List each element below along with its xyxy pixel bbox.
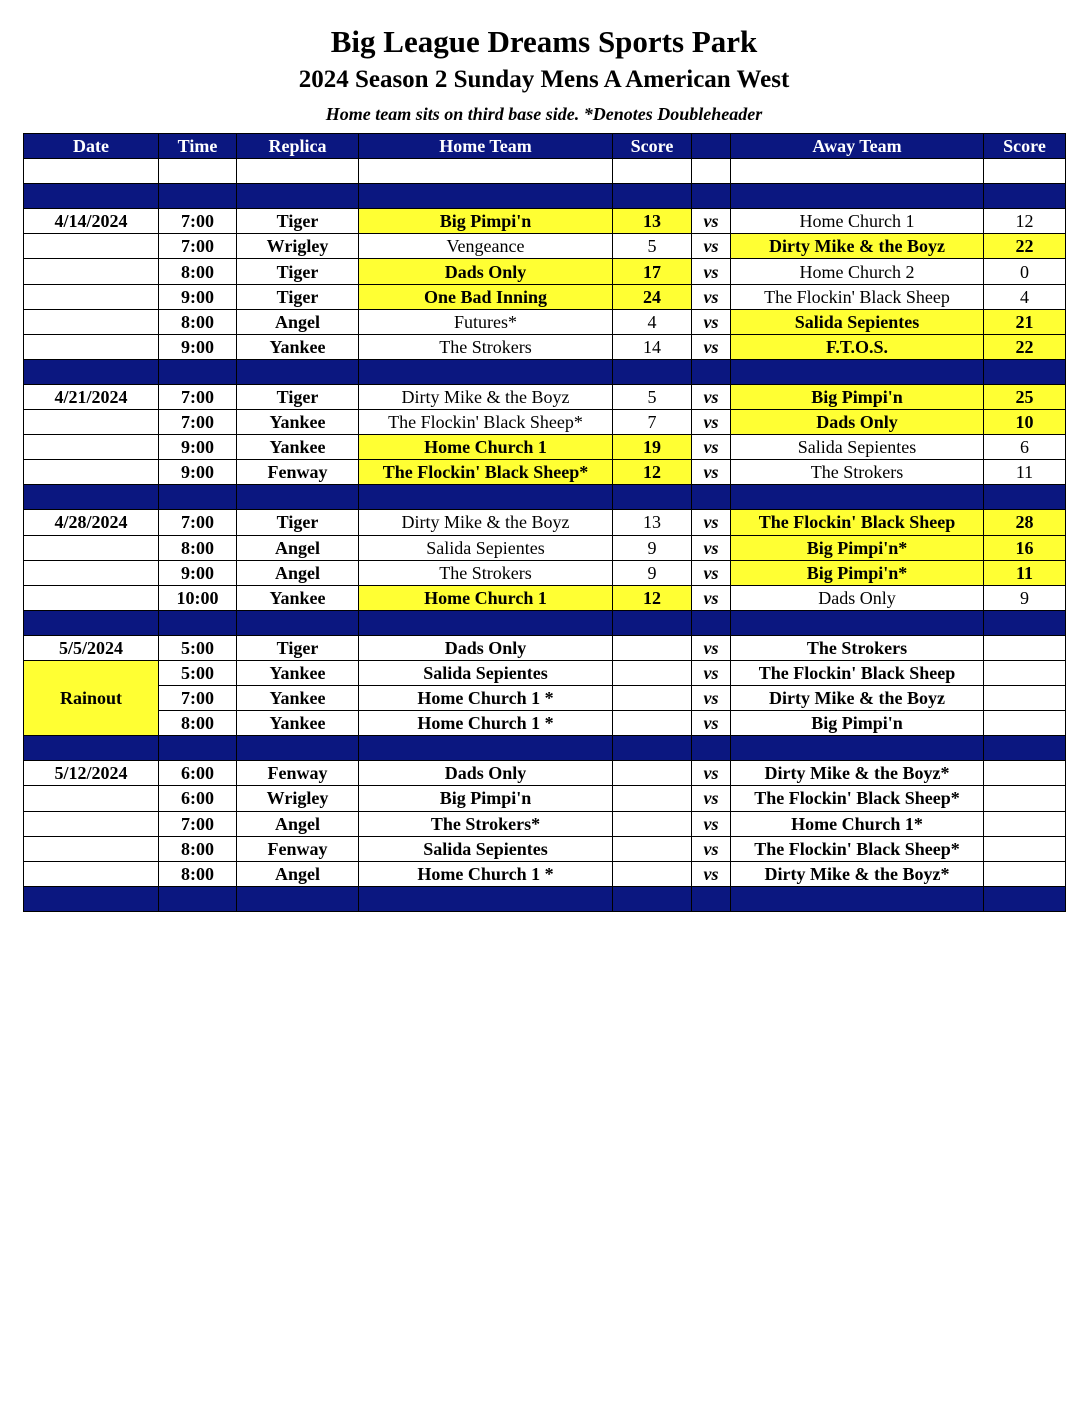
- week-date: 5/12/2024: [24, 761, 159, 786]
- away-team: The Strokers: [731, 460, 984, 485]
- home-team: Salida Sepientes: [359, 535, 613, 560]
- game-time: 10:00: [159, 585, 237, 610]
- date-cell: [24, 460, 159, 485]
- home-score: 12: [613, 460, 692, 485]
- away-team: The Strokers: [731, 635, 984, 660]
- replica-field: Angel: [237, 309, 359, 334]
- home-score: 5: [613, 384, 692, 409]
- replica-field: Wrigley: [237, 786, 359, 811]
- home-score: [613, 786, 692, 811]
- home-score: 17: [613, 259, 692, 284]
- date-cell: [24, 410, 159, 435]
- replica-field: Angel: [237, 535, 359, 560]
- schedule-body: [24, 159, 1066, 912]
- away-team: Home Church 1*: [731, 811, 984, 836]
- away-score: [984, 686, 1066, 711]
- home-team: Home Church 1: [359, 435, 613, 460]
- home-score: [613, 761, 692, 786]
- replica-field: Yankee: [237, 334, 359, 359]
- game-time: 8:00: [159, 836, 237, 861]
- date-cell: [24, 284, 159, 309]
- vs-label: vs: [692, 284, 731, 309]
- replica-field: Tiger: [237, 635, 359, 660]
- home-team: Dirty Mike & the Boyz: [359, 510, 613, 535]
- home-score: 14: [613, 334, 692, 359]
- home-score: 5: [613, 234, 692, 259]
- game-row: [24, 635, 1066, 660]
- vs-label: vs: [692, 761, 731, 786]
- col-header-vs: [692, 134, 731, 159]
- game-row: [24, 836, 1066, 861]
- vs-label: vs: [692, 510, 731, 535]
- vs-label: vs: [692, 635, 731, 660]
- home-score: [613, 836, 692, 861]
- schedule-table: [23, 133, 1066, 912]
- away-score: [984, 711, 1066, 736]
- home-team: Home Church 1 *: [359, 711, 613, 736]
- col-header-home-score: Score: [613, 134, 692, 159]
- game-time: 8:00: [159, 259, 237, 284]
- replica-field: Fenway: [237, 836, 359, 861]
- away-team: Big Pimpi'n*: [731, 560, 984, 585]
- vs-label: vs: [692, 384, 731, 409]
- col-header-time: Time: [159, 134, 237, 159]
- away-team: Home Church 1: [731, 209, 984, 234]
- col-header-away-score: Score: [984, 134, 1066, 159]
- home-team: The Strokers*: [359, 811, 613, 836]
- vs-label: vs: [692, 861, 731, 886]
- header-row: [24, 134, 1066, 159]
- home-score: 19: [613, 435, 692, 460]
- game-row: [24, 786, 1066, 811]
- week-date: 4/21/2024: [24, 384, 159, 409]
- game-time: 5:00: [159, 635, 237, 660]
- game-row: [24, 811, 1066, 836]
- date-cell: [24, 560, 159, 585]
- away-score: 11: [984, 560, 1066, 585]
- replica-field: Fenway: [237, 460, 359, 485]
- away-score: [984, 836, 1066, 861]
- away-team: Salida Sepientes: [731, 435, 984, 460]
- home-team: Salida Sepientes: [359, 660, 613, 685]
- week-separator: [24, 359, 1066, 384]
- date-cell: [24, 535, 159, 560]
- game-row: [24, 284, 1066, 309]
- game-row: [24, 510, 1066, 535]
- game-time: 9:00: [159, 460, 237, 485]
- away-score: 21: [984, 309, 1066, 334]
- away-team: Big Pimpi'n*: [731, 535, 984, 560]
- date-cell: [24, 259, 159, 284]
- home-score: 7: [613, 410, 692, 435]
- game-row: [24, 435, 1066, 460]
- replica-field: Yankee: [237, 711, 359, 736]
- home-score: [613, 861, 692, 886]
- col-header-home-team: Home Team: [359, 134, 613, 159]
- away-team: Dirty Mike & the Boyz*: [731, 861, 984, 886]
- vs-label: vs: [692, 259, 731, 284]
- home-score: [613, 635, 692, 660]
- away-team: The Flockin' Black Sheep: [731, 284, 984, 309]
- vs-label: vs: [692, 686, 731, 711]
- away-score: 25: [984, 384, 1066, 409]
- home-score: [613, 660, 692, 685]
- game-row: [24, 535, 1066, 560]
- game-row: [24, 209, 1066, 234]
- game-time: 7:00: [159, 209, 237, 234]
- replica-field: Angel: [237, 811, 359, 836]
- home-score: 9: [613, 535, 692, 560]
- home-score: [613, 711, 692, 736]
- vs-label: vs: [692, 660, 731, 685]
- home-team: Dads Only: [359, 259, 613, 284]
- home-team: The Strokers: [359, 560, 613, 585]
- away-team: F.T.O.S.: [731, 334, 984, 359]
- away-team: Salida Sepientes: [731, 309, 984, 334]
- replica-field: Yankee: [237, 435, 359, 460]
- date-cell: [24, 811, 159, 836]
- game-time: 6:00: [159, 786, 237, 811]
- away-score: 22: [984, 234, 1066, 259]
- rainout-label: Rainout: [24, 660, 159, 735]
- vs-label: vs: [692, 585, 731, 610]
- home-team: Salida Sepientes: [359, 836, 613, 861]
- vs-label: vs: [692, 535, 731, 560]
- vs-label: vs: [692, 410, 731, 435]
- away-team: Dirty Mike & the Boyz: [731, 686, 984, 711]
- home-score: 13: [613, 510, 692, 535]
- home-score: 13: [613, 209, 692, 234]
- date-cell: [24, 585, 159, 610]
- away-score: [984, 761, 1066, 786]
- away-score: [984, 660, 1066, 685]
- vs-label: vs: [692, 836, 731, 861]
- game-row: [24, 686, 1066, 711]
- game-row: [24, 585, 1066, 610]
- game-time: 7:00: [159, 384, 237, 409]
- game-time: 8:00: [159, 711, 237, 736]
- game-row: [24, 259, 1066, 284]
- schedule-note: Home team sits on third base side. *Denotes Doubleheader: [325, 104, 763, 124]
- vs-label: vs: [692, 334, 731, 359]
- game-row: [24, 560, 1066, 585]
- week-separator: [24, 886, 1066, 911]
- home-team: One Bad Inning: [359, 284, 613, 309]
- away-team: Dads Only: [731, 585, 984, 610]
- away-score: [984, 635, 1066, 660]
- week-separator: [24, 184, 1066, 209]
- week-separator: [24, 610, 1066, 635]
- game-time: 8:00: [159, 861, 237, 886]
- away-team: The Flockin' Black Sheep: [731, 660, 984, 685]
- home-team: Home Church 1: [359, 585, 613, 610]
- home-team: The Flockin' Black Sheep*: [359, 410, 613, 435]
- home-team: Vengeance: [359, 234, 613, 259]
- away-team: Big Pimpi'n: [731, 384, 984, 409]
- replica-field: Tiger: [237, 209, 359, 234]
- replica-field: Yankee: [237, 585, 359, 610]
- replica-field: Fenway: [237, 761, 359, 786]
- game-row: [24, 460, 1066, 485]
- away-score: [984, 811, 1066, 836]
- away-score: 4: [984, 284, 1066, 309]
- date-cell: [24, 861, 159, 886]
- game-row: [24, 761, 1066, 786]
- home-team: Dirty Mike & the Boyz: [359, 384, 613, 409]
- home-team: Dads Only: [359, 761, 613, 786]
- away-score: 16: [984, 535, 1066, 560]
- game-row: [24, 234, 1066, 259]
- away-score: 11: [984, 460, 1066, 485]
- away-team: The Flockin' Black Sheep: [731, 510, 984, 535]
- vs-label: vs: [692, 309, 731, 334]
- date-cell: [24, 334, 159, 359]
- col-header-date: Date: [24, 134, 159, 159]
- away-score: 6: [984, 435, 1066, 460]
- date-cell: [24, 234, 159, 259]
- home-score: [613, 686, 692, 711]
- replica-field: Angel: [237, 861, 359, 886]
- home-team: Futures*: [359, 309, 613, 334]
- page-subtitle: 2024 Season 2 Sunday Mens A American West: [298, 66, 790, 93]
- away-team: The Flockin' Black Sheep*: [731, 786, 984, 811]
- week-separator: [24, 485, 1066, 510]
- vs-label: vs: [692, 209, 731, 234]
- game-time: 7:00: [159, 686, 237, 711]
- away-team: Dirty Mike & the Boyz*: [731, 761, 984, 786]
- vs-label: vs: [692, 811, 731, 836]
- game-time: 6:00: [159, 761, 237, 786]
- home-score: [613, 811, 692, 836]
- game-time: 9:00: [159, 435, 237, 460]
- away-team: Home Church 2: [731, 259, 984, 284]
- game-time: 9:00: [159, 334, 237, 359]
- replica-field: Yankee: [237, 686, 359, 711]
- game-row: [24, 334, 1066, 359]
- blank-row: [24, 159, 1066, 184]
- replica-field: Tiger: [237, 259, 359, 284]
- game-row: [24, 861, 1066, 886]
- date-cell: [24, 435, 159, 460]
- date-cell: [24, 309, 159, 334]
- away-team: The Flockin' Black Sheep*: [731, 836, 984, 861]
- home-team: The Flockin' Black Sheep*: [359, 460, 613, 485]
- game-time: 9:00: [159, 284, 237, 309]
- game-time: 8:00: [159, 309, 237, 334]
- home-team: Big Pimpi'n: [359, 209, 613, 234]
- home-team: Home Church 1 *: [359, 861, 613, 886]
- game-time: 7:00: [159, 811, 237, 836]
- col-header-away-team: Away Team: [731, 134, 984, 159]
- vs-label: vs: [692, 234, 731, 259]
- replica-field: Wrigley: [237, 234, 359, 259]
- game-time: 7:00: [159, 410, 237, 435]
- home-team: The Strokers: [359, 334, 613, 359]
- vs-label: vs: [692, 435, 731, 460]
- home-team: Big Pimpi'n: [359, 786, 613, 811]
- vs-label: vs: [692, 711, 731, 736]
- replica-field: Tiger: [237, 284, 359, 309]
- vs-label: vs: [692, 560, 731, 585]
- away-team: Big Pimpi'n: [731, 711, 984, 736]
- away-score: 28: [984, 510, 1066, 535]
- replica-field: Tiger: [237, 510, 359, 535]
- game-time: 7:00: [159, 510, 237, 535]
- replica-field: Angel: [237, 560, 359, 585]
- col-header-replica: Replica: [237, 134, 359, 159]
- away-score: 9: [984, 585, 1066, 610]
- page-title: Big League Dreams Sports Park: [330, 24, 758, 59]
- game-row: [24, 384, 1066, 409]
- away-score: [984, 861, 1066, 886]
- game-time: 5:00: [159, 660, 237, 685]
- week-separator: [24, 736, 1066, 761]
- date-cell: [24, 836, 159, 861]
- game-row: [24, 309, 1066, 334]
- away-score: 12: [984, 209, 1066, 234]
- vs-label: vs: [692, 460, 731, 485]
- away-score: 0: [984, 259, 1066, 284]
- game-row: [24, 410, 1066, 435]
- away-score: [984, 786, 1066, 811]
- home-team: Dads Only: [359, 635, 613, 660]
- away-score: 22: [984, 334, 1066, 359]
- game-row: [24, 711, 1066, 736]
- home-score: 24: [613, 284, 692, 309]
- week-date: 4/28/2024: [24, 510, 159, 535]
- away-score: 10: [984, 410, 1066, 435]
- week-date: 4/14/2024: [24, 209, 159, 234]
- week-date: 5/5/2024: [24, 635, 159, 660]
- home-score: 9: [613, 560, 692, 585]
- home-team: Home Church 1 *: [359, 686, 613, 711]
- game-row: [24, 660, 1066, 685]
- replica-field: Yankee: [237, 660, 359, 685]
- away-team: Dads Only: [731, 410, 984, 435]
- game-time: 9:00: [159, 560, 237, 585]
- away-team: Dirty Mike & the Boyz: [731, 234, 984, 259]
- game-time: 8:00: [159, 535, 237, 560]
- date-cell: [24, 786, 159, 811]
- replica-field: Tiger: [237, 384, 359, 409]
- home-score: 12: [613, 585, 692, 610]
- replica-field: Yankee: [237, 410, 359, 435]
- vs-label: vs: [692, 786, 731, 811]
- game-time: 7:00: [159, 234, 237, 259]
- home-score: 4: [613, 309, 692, 334]
